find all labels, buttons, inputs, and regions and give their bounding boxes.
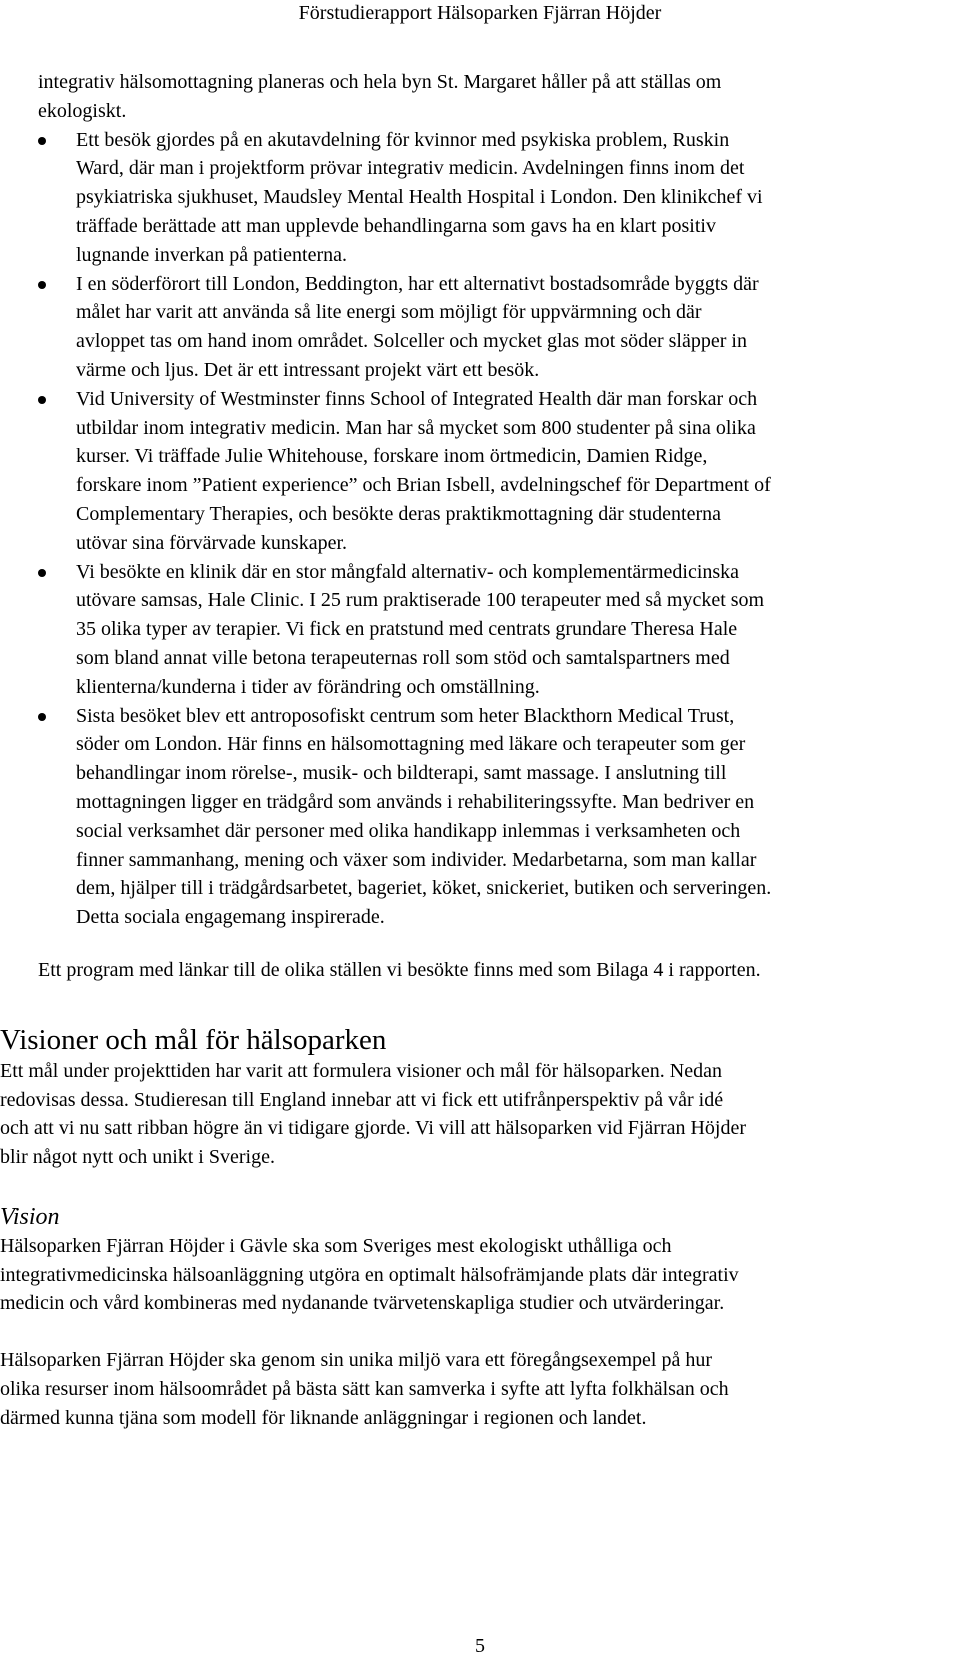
program-paragraph: Ett program med länkar till de olika ställen vi besökte finns med som Bilaga 4 i rapporten. (38, 958, 761, 981)
list-item: Vi besökte en klinik där en stor mångfald alternativ- och komplementärmedicinska utövare samsas, Hale Clinic. I 25 rum praktiserade 100 terapeuter med så mycket som 35 olika typer av terapier. Vi fick en pratstund med centrats grundare Theresa Hale som bland annat ville betona terapeuternas roll som stöd och samtalspartners med klienterna/kunderna i tider av förändring och omställning. (0, 558, 960, 702)
section-heading-vision: Vision (0, 1203, 60, 1230)
list-item: Vid University of Westminster finns School of Integrated Health där man forskar och utbildar inom integrativ medicin. Man har så mycket som 800 studenter på sina olika kurser. Vi träffade Julie Whitehouse, forskare inom örtmedicin, Damien Ridge, forskare inom ”Patient experience” och Brian Isbell, avdelningschef för Department of Complementary Therapies, och besökte deras praktikmottagning där studenterna utövar sina förvärvade kunskaper. (0, 385, 960, 558)
study-visit-bullet-list (0, 126, 960, 932)
bullet-icon (38, 281, 46, 289)
bullet-continuation: integrativ hälsomottagning planeras och hela byn St. Margaret håller på att ställas om ekologiskt. (38, 71, 722, 122)
list-item: Sista besöket blev ett antroposofiskt centrum som heter Blackthorn Medical Trust, söder om London. Här finns en hälsomottagning med läkare och terapeuter som ger behandlingar inom rörelse-, musik- och bildterapi, samt massage. I anslutning till mottagningen ligger en trädgård som används i rehabiliteringssyfte. Man bedriver en social verksamhet där personer med olika handikapp inlemmas i verksamheten och finner sammanhang, mening och växer som individer. Medarbetarna, som man kallar dem, hjälper till i trädgårdsarbetet, bageriet, köket, snickeriet, butiken och serveringen. Detta sociala engagemang inspirerade. (0, 702, 960, 932)
list-item: I en söderförort till London, Beddington, har ett alternativt bostadsområde byggts där målet har varit att använda så lite energi som möjligt för uppvärmning och där avloppet tas om hand inom området. Solceller och mycket glas mot söder släpper in värme och ljus. Det är ett intressant projekt värt ett besök. (0, 270, 960, 385)
bullet-icon (38, 713, 46, 721)
bullet-icon (38, 569, 46, 577)
list-item: Ett besök gjordes på en akutavdelning för kvinnor med psykiska problem, Ruskin Ward, där man i projektform prövar integrativ medicin. Avdelningen finns inom det psykiatriska sjukhuset, Maudsley Mental Health Hospital i London. Den klinikchef vi träffade berättade att man upplevde behandlingarna som gavs ha en klart positiv lugnande inverkan på patienterna. (0, 126, 960, 270)
section-heading-visioner: Visioner och mål för hälsoparken (0, 1023, 387, 1056)
running-header (0, 0, 960, 24)
page-content (0, 68, 960, 1433)
vision-paragraph-2: Hälsoparken Fjärran Höjder ska genom sin unika miljö vara ett föregångsexempel på hur olika resurser inom hälsoområdet på bästa sätt kan samverka i syfte att lyfta folkhälsan och därmed kunna tjäna som modell för liknande anläggningar i regionen och landet. (0, 1349, 729, 1429)
page-number: 5 (475, 1635, 485, 1657)
visioner-paragraph: Ett mål under projekttiden har varit att formulera visioner och mål för hälsoparken. Nedan redovisas dessa. Studieresan till England innebar att vi fick ett utifrånperspektiv på vår idé och att vi nu satt ribban högre än vi tidigare gjorde. Vi vill att hälsoparken vid Fjärran Höjder blir något nytt och unikt i Sverige. (0, 1059, 747, 1169)
vision-paragraph-1: Hälsoparken Fjärran Höjder i Gävle ska som Sveriges mest ekologiskt uthålliga och integrativmedicinska hälsoanläggning utgöra en optimalt hälsofrämjande plats där integrativ medicin och vård kombineras med nydanande tvärvetenskapliga studier och utvärderingar. (0, 1234, 739, 1315)
document-title: Förstudierapport Hälsoparken Fjärran Höjder (298, 2, 662, 24)
bullet-icon (38, 137, 46, 145)
bullet-icon (38, 396, 46, 404)
